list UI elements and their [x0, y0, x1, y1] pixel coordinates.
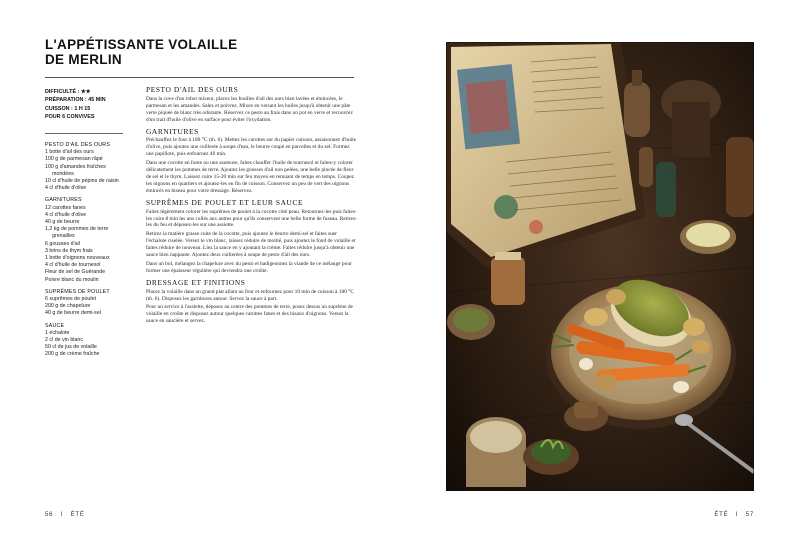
ingredient-item: 100 g d'amandes fraîches — [45, 163, 106, 170]
ingredient-group-heading: SAUCE — [45, 322, 65, 329]
ingredient-item: 200 g de chapelure — [45, 303, 91, 310]
ingredient-item: 6 gousses d'ail — [45, 240, 80, 247]
section-name-right: ÉTÉ — [714, 512, 729, 518]
folio-separator-right: I — [735, 512, 739, 518]
step-heading: DRESSAGE ET FINITIONS — [146, 277, 246, 287]
difficulty-label: DIFFICULTÉ : ★★ — [45, 89, 91, 95]
ingredient-group-heading: GARNITURES — [45, 197, 82, 204]
step-paragraph: Placez la volaille dans un grand plat allant au four et enfournez pour 10 min de cuisson à 180 °C (th. 6). Disposez les garnitures autour. Servez la sauce à part. — [146, 288, 354, 302]
ingredient-item: mondées — [52, 170, 74, 177]
ingredient-item: 1 échalote — [45, 329, 70, 336]
ingredient-item: 1 botte d'oignons nouveaux — [45, 255, 110, 262]
dish-photo-illustration — [446, 42, 754, 491]
page-number-right: 57 — [745, 512, 754, 518]
ingredient-group-heading: SUPRÊMES DE POULET — [45, 288, 110, 295]
ingredient-group-heading: PESTO D'AIL DES OURS — [45, 142, 111, 148]
ingredient-item: grenailles — [52, 233, 75, 240]
ingredient-item: Poivre blanc du moulin — [45, 276, 99, 283]
recipe-steps — [146, 87, 358, 327]
ingredient-item: 4 cl d'huile d'olive — [45, 211, 87, 218]
ingredient-item: 4 cl d'huile de tournesol — [45, 262, 101, 269]
page-number-left: 56 — [45, 512, 54, 518]
ingredient-item: 40 g de beurre — [45, 219, 80, 226]
preparation-time: PRÉPARATION : 45 MIN — [45, 97, 106, 104]
recipe-title-line2: DE MERLIN — [45, 52, 122, 67]
ingredient-item: 12 carottes fanes — [45, 204, 86, 211]
meta-divider — [45, 133, 123, 134]
ingredient-item: 200 g de crème fraîche — [45, 351, 100, 358]
section-name-left: ÉTÉ — [70, 512, 85, 518]
folio-left — [45, 512, 85, 518]
title-divider — [45, 77, 354, 78]
ingredient-item: 50 cl de jus de volaille — [45, 344, 97, 351]
step-paragraph: Dans la cuve d'un robot mixeur, placez les feuilles d'ail des ours bien lavées et émincées, le parmesan et les amandes. Salez et poivrez. Mixez en versant les huiles jusqu'à obtenir une pâte verte piquée de blanc très odorante. Réservez ce pesto au frais dans un pot en verre et recouvrez d'un trait d'huile d'olive en surface pour éviter l'oxydation. — [146, 95, 353, 123]
ingredient-item: 4 cl d'huile d'olive — [45, 185, 87, 192]
step-paragraph: Pour un service à l'assiette, déposez au centre des pommes de terre, posez dessus un suprême de volaille en croûte et disposez autour quelques carottes fanes et des bisaux d'oignons. Versez la sauce en saucière et servez. — [146, 304, 353, 325]
step-paragraph: Dans un bol, mélangez la chapelure avec du pesto et badigeonnez la viande de ce mélange pour former une épaisseur régulière qui deviendra une croûte. — [146, 260, 352, 274]
step-heading: PESTO D'AIL DES OURS — [146, 85, 239, 94]
recipe-title-line1: L'APPÉTISSANTE VOLAILLE — [45, 37, 238, 52]
dish-photo — [446, 42, 754, 491]
ingredient-item: Fleur de sel de Guérande — [45, 269, 106, 276]
cooking-time: CUISSON : 1 H 15 — [45, 105, 91, 112]
ingredient-item: 1,2 kg de pommes de terre — [45, 226, 109, 233]
ingredient-item: 2 cl de vin blanc — [45, 337, 83, 344]
step-paragraph: Retirez la matière grasse cuite de la cocotte, puis ajoutez le beurre demi-sel et faites suer l'échalote ciselée. Versez le vin blanc, laissez réduire de moitié, puis ajoutez le fond de volaille et faites réduire de nouveau. Liez la sauce en y ajoutant la crème. Faites réduire jusqu'à obtenir une sauce bien nappante. Ajoutez deux cuillerées à soupe de pesto d'ail des ours. — [146, 231, 356, 259]
step-paragraph: Dans une cocotte en fonte ou une sauteuse, faites chauffer l'huile de tournesol et faites-y colorer délicatement les pommes de terre. Ajoutez les gousses d'ail non pelées, une belle pincée de fleur de sel et le thym. Laissez cuire 15-20 min sur feu moyen en remuant de temps en temps. Coupez les oignons en quartiers et ajoutez-les en fin de cuisson. Conservez un peu de vert des oignons émincés en biseau pour votre dressage. Réservez. — [146, 160, 355, 194]
step-paragraph: Préchauffez le four à 180 °C (th. 6). Mettez les carottes sur du papier cuisson, assaisonnez d'huile d'olive, puis ajoutez une cuillerée à soupe d'eau, le beurre coupé en parcelles et du sel. Formez une papillote, puis enfournez 40 min. — [146, 137, 357, 158]
ingredient-item: 1 botte d'ail des ours — [45, 149, 94, 156]
ingredient-item: 6 suprêmes de poulet — [45, 296, 96, 303]
folio-separator-left: I — [60, 512, 64, 518]
step-paragraph: Faites légèrement colorer les suprêmes de poulet à la cocotte côté peau. Retournez-les puis faites-les cuire 8 min les uns collés aux autres pour qu'ils conservent une belle forme de fuseau. Retirez-les du feu et déposez-les sur une assiette. — [146, 208, 358, 229]
ingredient-item: 10 cl d'huile de pépins de raisin — [45, 178, 119, 185]
step-heading: GARNITURES — [146, 126, 199, 136]
folio-right — [714, 512, 754, 518]
ingredient-item: 3 brins de thym frais — [45, 247, 93, 254]
recipe-meta — [45, 88, 135, 121]
ingredient-item: 100 g de parmesan râpé — [45, 156, 103, 163]
ingredient-item: 40 g de beurre demi-sel — [45, 310, 101, 317]
servings: POUR 6 CONVIVES — [45, 113, 95, 120]
ingredients-list — [45, 142, 137, 359]
step-heading: SUPRÊMES DE POULET ET LEUR SAUCE — [146, 197, 304, 207]
recipe-title — [45, 37, 345, 67]
